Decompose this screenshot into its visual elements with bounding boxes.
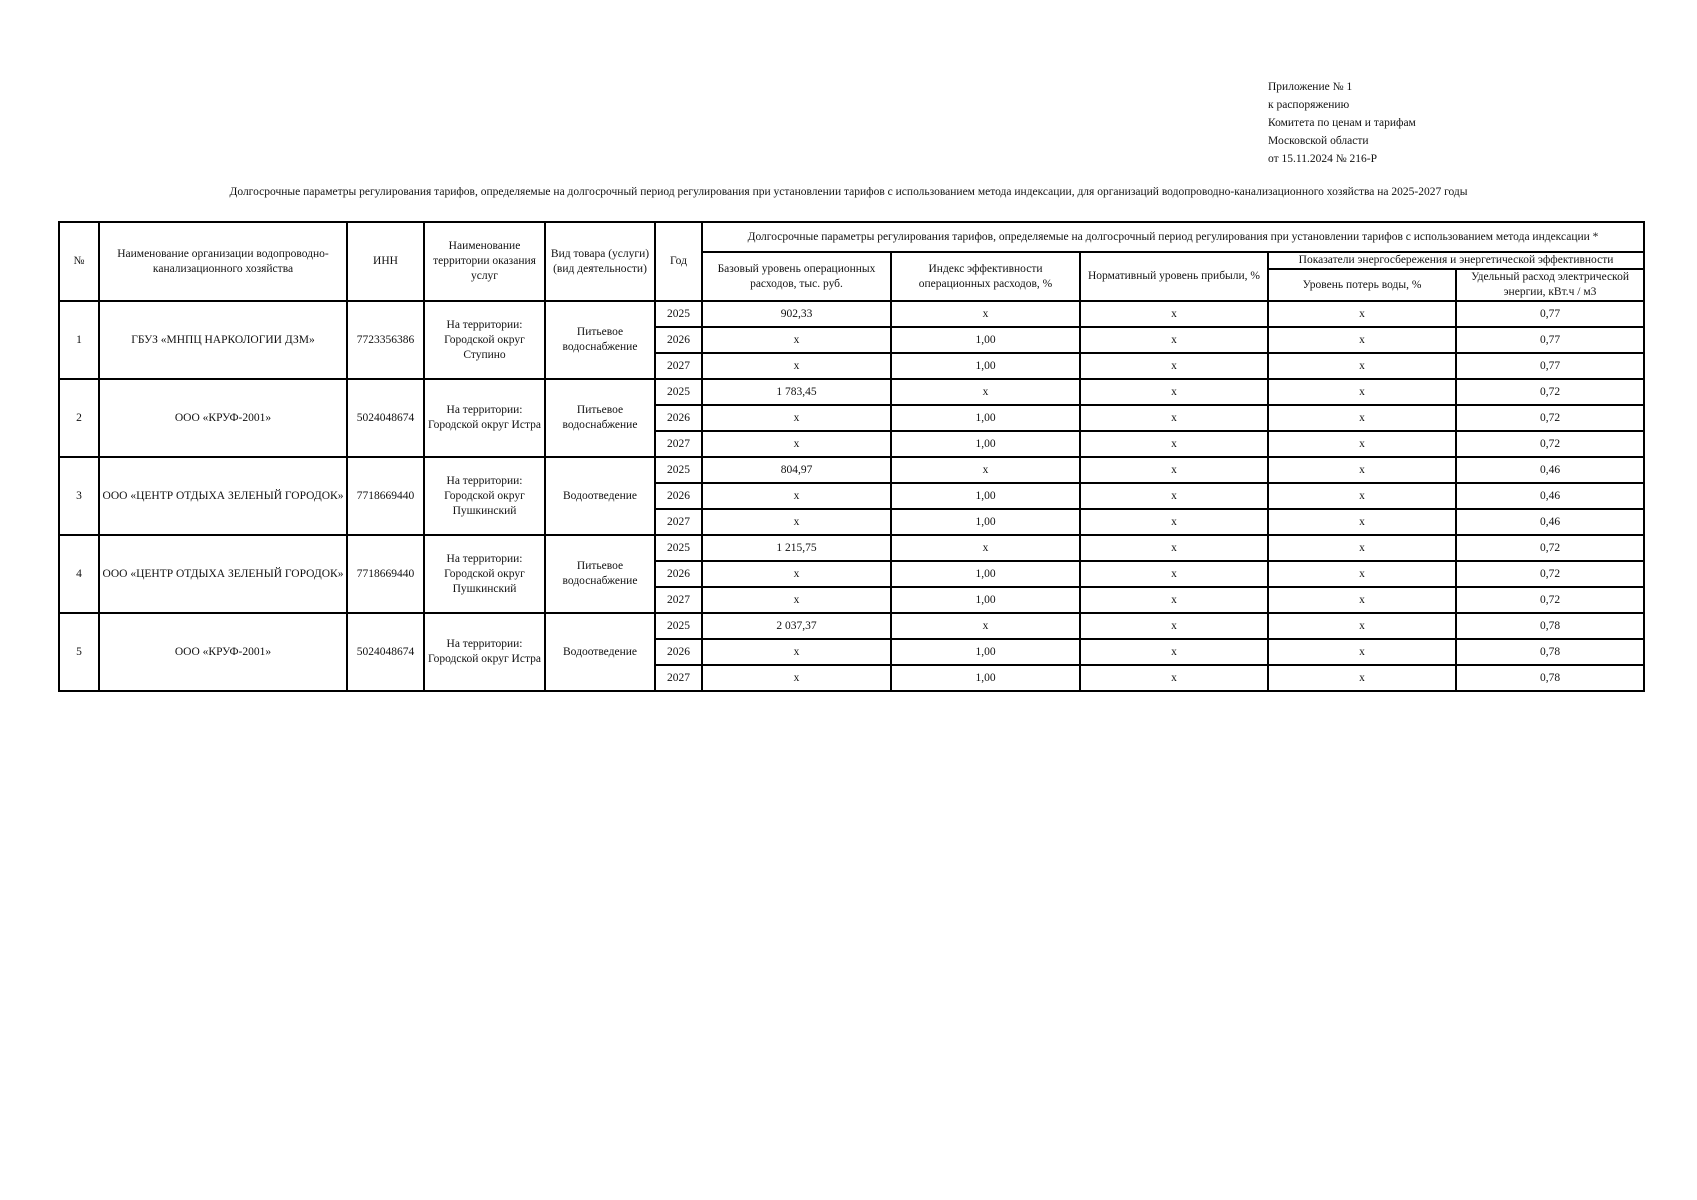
cell-profit: x [1080, 431, 1268, 457]
header-base: Базовый уровень операционных расходов, тыс. руб. [702, 252, 891, 301]
cell-year: 2026 [655, 639, 702, 665]
cell-territory: На территории: Городской округ Истра [424, 379, 545, 457]
annex-line: к распоряжению [1268, 99, 1350, 111]
cell-base: 804,97 [702, 457, 891, 483]
cell-inn: 7718669440 [347, 457, 424, 535]
cell-profit: x [1080, 587, 1268, 613]
cell-loss: x [1268, 353, 1456, 379]
annex-header [1268, 78, 1416, 168]
cell-base: 902,33 [702, 301, 891, 327]
cell-year: 2025 [655, 613, 702, 639]
cell-org: ООО «КРУФ-2001» [99, 613, 347, 691]
cell-index: 1,00 [891, 587, 1080, 613]
cell-territory: На территории: Городской округ Ступино [424, 301, 545, 379]
cell-electric: 0,46 [1456, 457, 1644, 483]
cell-inn: 7718669440 [347, 535, 424, 613]
cell-profit: x [1080, 301, 1268, 327]
cell-service: Водоотведение [545, 613, 655, 691]
cell-electric: 0,78 [1456, 665, 1644, 691]
cell-index: 1,00 [891, 431, 1080, 457]
cell-num: 2 [59, 379, 99, 457]
cell-index: x [891, 613, 1080, 639]
tariff-parameters-table [58, 221, 1645, 692]
header-index: Индекс эффективности операционных расходов, % [891, 252, 1080, 301]
cell-profit: x [1080, 665, 1268, 691]
cell-base: x [702, 483, 891, 509]
cell-index: 1,00 [891, 665, 1080, 691]
cell-electric: 0,78 [1456, 613, 1644, 639]
cell-index: 1,00 [891, 327, 1080, 353]
cell-profit: x [1080, 327, 1268, 353]
cell-num: 4 [59, 535, 99, 613]
cell-profit: x [1080, 379, 1268, 405]
cell-year: 2026 [655, 405, 702, 431]
cell-loss: x [1268, 561, 1456, 587]
cell-base: x [702, 587, 891, 613]
cell-profit: x [1080, 509, 1268, 535]
cell-inn: 5024048674 [347, 613, 424, 691]
cell-base: x [702, 431, 891, 457]
cell-index: x [891, 535, 1080, 561]
cell-index: 1,00 [891, 483, 1080, 509]
annex-line: Комитета по ценам и тарифам [1268, 117, 1416, 129]
cell-service: Водоотведение [545, 457, 655, 535]
cell-index: 1,00 [891, 405, 1080, 431]
cell-loss: x [1268, 665, 1456, 691]
header-energy: Показатели энергосбережения и энергетической эффективности [1268, 252, 1644, 269]
cell-loss: x [1268, 327, 1456, 353]
cell-base: x [702, 353, 891, 379]
cell-base: 1 215,75 [702, 535, 891, 561]
cell-year: 2027 [655, 587, 702, 613]
cell-year: 2027 [655, 431, 702, 457]
cell-electric: 0,77 [1456, 301, 1644, 327]
cell-profit: x [1080, 561, 1268, 587]
cell-year: 2027 [655, 509, 702, 535]
cell-base: x [702, 561, 891, 587]
cell-year: 2025 [655, 379, 702, 405]
cell-loss: x [1268, 535, 1456, 561]
cell-index: x [891, 379, 1080, 405]
cell-index: 1,00 [891, 509, 1080, 535]
table-row [59, 613, 1644, 639]
header-year: Год [655, 222, 702, 301]
cell-electric: 0,72 [1456, 535, 1644, 561]
cell-year: 2025 [655, 535, 702, 561]
cell-index: 1,00 [891, 561, 1080, 587]
annex-date-line: от 15.11.2024 № 216-Р [1268, 153, 1378, 165]
cell-loss: x [1268, 405, 1456, 431]
header-electric: Удельный расход электрической энергии, кВт.ч / м3 [1456, 269, 1644, 301]
cell-base: x [702, 509, 891, 535]
header-profit: Нормативный уровень прибыли, % [1080, 252, 1268, 301]
cell-loss: x [1268, 431, 1456, 457]
document-title: Долгосрочные параметры регулирования тарифов, определяемые на долгосрочный период регулирования при установлении тарифов с использованием метода индексации, для организаций водопроводно-канализационного хозяйства на 2025-2027 годы [229, 186, 1468, 198]
table-row [59, 301, 1644, 327]
cell-loss: x [1268, 301, 1456, 327]
cell-profit: x [1080, 405, 1268, 431]
cell-base: x [702, 405, 891, 431]
cell-index: x [891, 301, 1080, 327]
cell-electric: 0,77 [1456, 353, 1644, 379]
cell-electric: 0,46 [1456, 483, 1644, 509]
annex-line: Московской области [1268, 135, 1369, 147]
table-row [59, 535, 1644, 561]
cell-electric: 0,72 [1456, 587, 1644, 613]
cell-base: x [702, 327, 891, 353]
cell-loss: x [1268, 639, 1456, 665]
cell-profit: x [1080, 535, 1268, 561]
cell-year: 2026 [655, 327, 702, 353]
cell-loss: x [1268, 379, 1456, 405]
table-row [59, 457, 1644, 483]
cell-year: 2025 [655, 457, 702, 483]
cell-electric: 0,72 [1456, 379, 1644, 405]
cell-service: Питьевое водоснабжение [545, 379, 655, 457]
cell-index: 1,00 [891, 639, 1080, 665]
table-row [59, 379, 1644, 405]
cell-base: 2 037,37 [702, 613, 891, 639]
cell-loss: x [1268, 509, 1456, 535]
cell-year: 2025 [655, 301, 702, 327]
cell-year: 2026 [655, 483, 702, 509]
cell-electric: 0,72 [1456, 561, 1644, 587]
header-inn: ИНН [347, 222, 424, 301]
cell-electric: 0,46 [1456, 509, 1644, 535]
cell-inn: 5024048674 [347, 379, 424, 457]
cell-electric: 0,72 [1456, 431, 1644, 457]
header-service: Вид товара (услуги) (вид деятельности) [545, 222, 655, 301]
cell-service: Питьевое водоснабжение [545, 535, 655, 613]
header-territory: Наименование территории оказания услуг [424, 222, 545, 301]
header-params: Долгосрочные параметры регулирования тарифов, определяемые на долгосрочный период регулирования при установлении тарифов с использованием метода индексации * [702, 222, 1644, 252]
cell-num: 3 [59, 457, 99, 535]
cell-org: ООО «ЦЕНТР ОТДЫХА ЗЕЛЕНЫЙ ГОРОДОК» [99, 535, 347, 613]
cell-num: 1 [59, 301, 99, 379]
header-num: № [59, 222, 99, 301]
cell-territory: На территории: Городской округ Пушкинский [424, 457, 545, 535]
cell-base: 1 783,45 [702, 379, 891, 405]
cell-profit: x [1080, 483, 1268, 509]
cell-year: 2026 [655, 561, 702, 587]
table-body [59, 301, 1644, 691]
cell-base: x [702, 665, 891, 691]
header-loss: Уровень потерь воды, % [1268, 269, 1456, 301]
cell-org: ООО «ЦЕНТР ОТДЫХА ЗЕЛЕНЫЙ ГОРОДОК» [99, 457, 347, 535]
cell-loss: x [1268, 613, 1456, 639]
cell-year: 2027 [655, 353, 702, 379]
cell-loss: x [1268, 587, 1456, 613]
cell-territory: На территории: Городской округ Истра [424, 613, 545, 691]
cell-profit: x [1080, 639, 1268, 665]
cell-loss: x [1268, 457, 1456, 483]
cell-electric: 0,78 [1456, 639, 1644, 665]
cell-profit: x [1080, 457, 1268, 483]
cell-profit: x [1080, 613, 1268, 639]
cell-index: 1,00 [891, 353, 1080, 379]
cell-num: 5 [59, 613, 99, 691]
header-org: Наименование организации водопроводно-канализационного хозяйства [99, 222, 347, 301]
cell-org: ГБУЗ «МНПЦ НАРКОЛОГИИ ДЗМ» [99, 301, 347, 379]
cell-electric: 0,77 [1456, 327, 1644, 353]
annex-line: Приложение № 1 [1268, 81, 1353, 93]
cell-inn: 7723356386 [347, 301, 424, 379]
cell-org: ООО «КРУФ-2001» [99, 379, 347, 457]
cell-profit: x [1080, 353, 1268, 379]
cell-index: x [891, 457, 1080, 483]
cell-electric: 0,72 [1456, 405, 1644, 431]
cell-base: x [702, 639, 891, 665]
cell-loss: x [1268, 483, 1456, 509]
cell-territory: На территории: Городской округ Пушкинский [424, 535, 545, 613]
cell-service: Питьевое водоснабжение [545, 301, 655, 379]
cell-year: 2027 [655, 665, 702, 691]
